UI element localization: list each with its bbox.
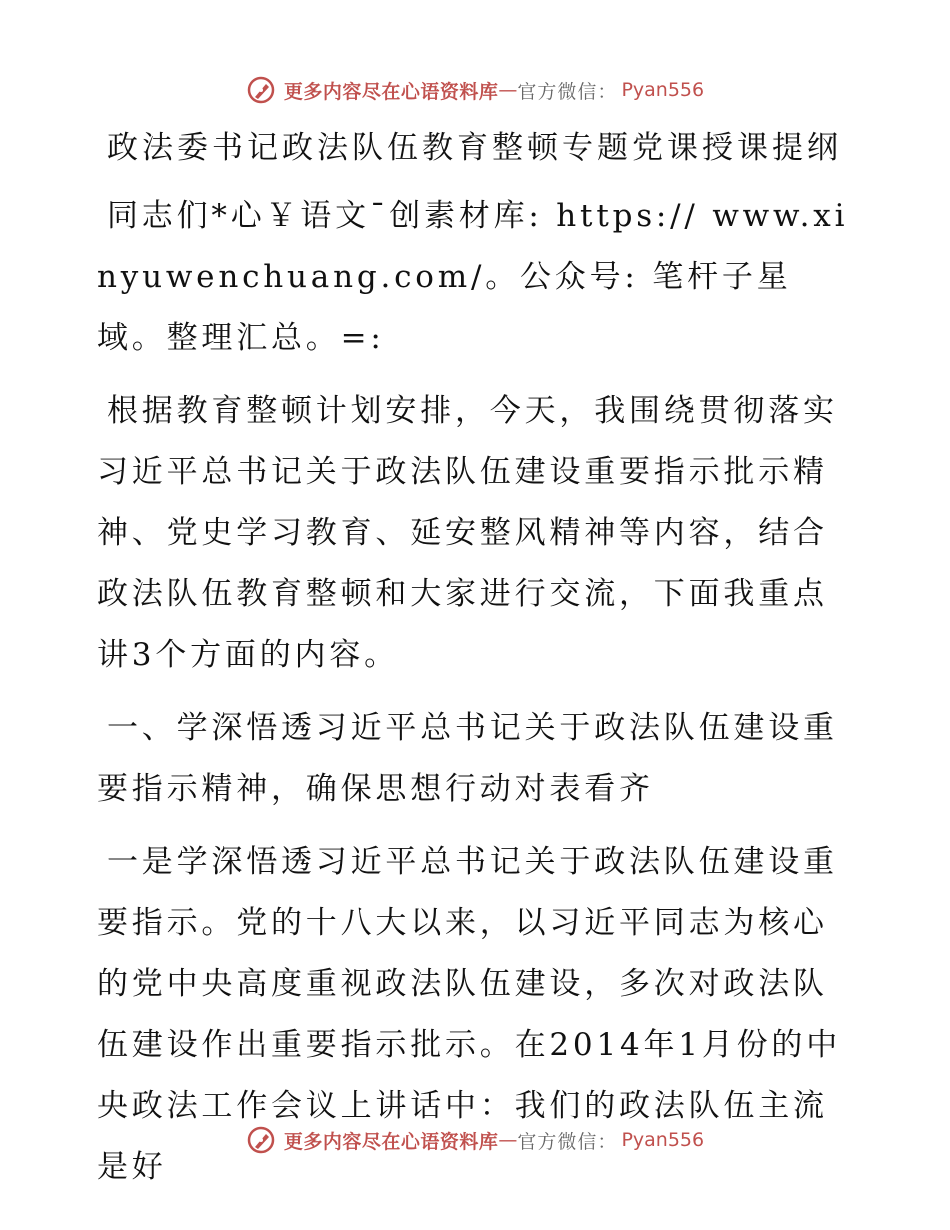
watermark-id-text: Pyan556	[621, 1129, 705, 1151]
watermark-header	[0, 72, 950, 108]
paragraph-overview: 根据教育整顿计划安排，今天，我围绕贯彻落实习近平总书记关于政法队伍建设重要指示批示精神、党史学习教育、延安整风精神等内容，结合政法队伍教育整顿和大家进行交流，下面我重点讲3个方面的内容。	[97, 393, 838, 673]
watermark-id-text: Pyan556	[621, 79, 705, 101]
document-body	[97, 122, 857, 1198]
watermark-main-text: 更多内容尽在心语资料库	[283, 1130, 499, 1153]
watermark-footer	[0, 1122, 950, 1158]
paragraph-intro: 同志们*心￥语文¯创素材库: https:// www.xinyuwenchuang.com/。公众号: 笔杆子星域。整理汇总。=:	[97, 198, 849, 356]
paragraph-point-1: 一是学深悟透习近平总书记关于政法队伍建设重要指示。党的十八大以来，以习近平同志为核心的党中央高度重视政法队伍建设，多次对政法队伍建设作出重要指示批示。在2014年1月份的中央政法工作会议上讲话中：我们的政法队伍主流是好	[97, 844, 842, 1185]
pen-circle-logo-icon	[246, 1125, 276, 1155]
watermark-sub-text: 官方微信：	[517, 80, 618, 103]
watermark-dash: —	[498, 79, 518, 101]
watermark-main-text: 更多内容尽在心语资料库	[283, 80, 499, 103]
document-title: 政法委书记政法队伍教育整顿专题党课授课提纲	[107, 130, 842, 166]
watermark-sub-text: 官方微信：	[517, 1130, 618, 1153]
section-heading-1: 一、学深悟透习近平总书记关于政法队伍建设重要指示精神，确保思想行动对表看齐	[97, 710, 838, 807]
pen-circle-logo-icon	[246, 75, 276, 105]
watermark-dash: —	[498, 1129, 518, 1151]
